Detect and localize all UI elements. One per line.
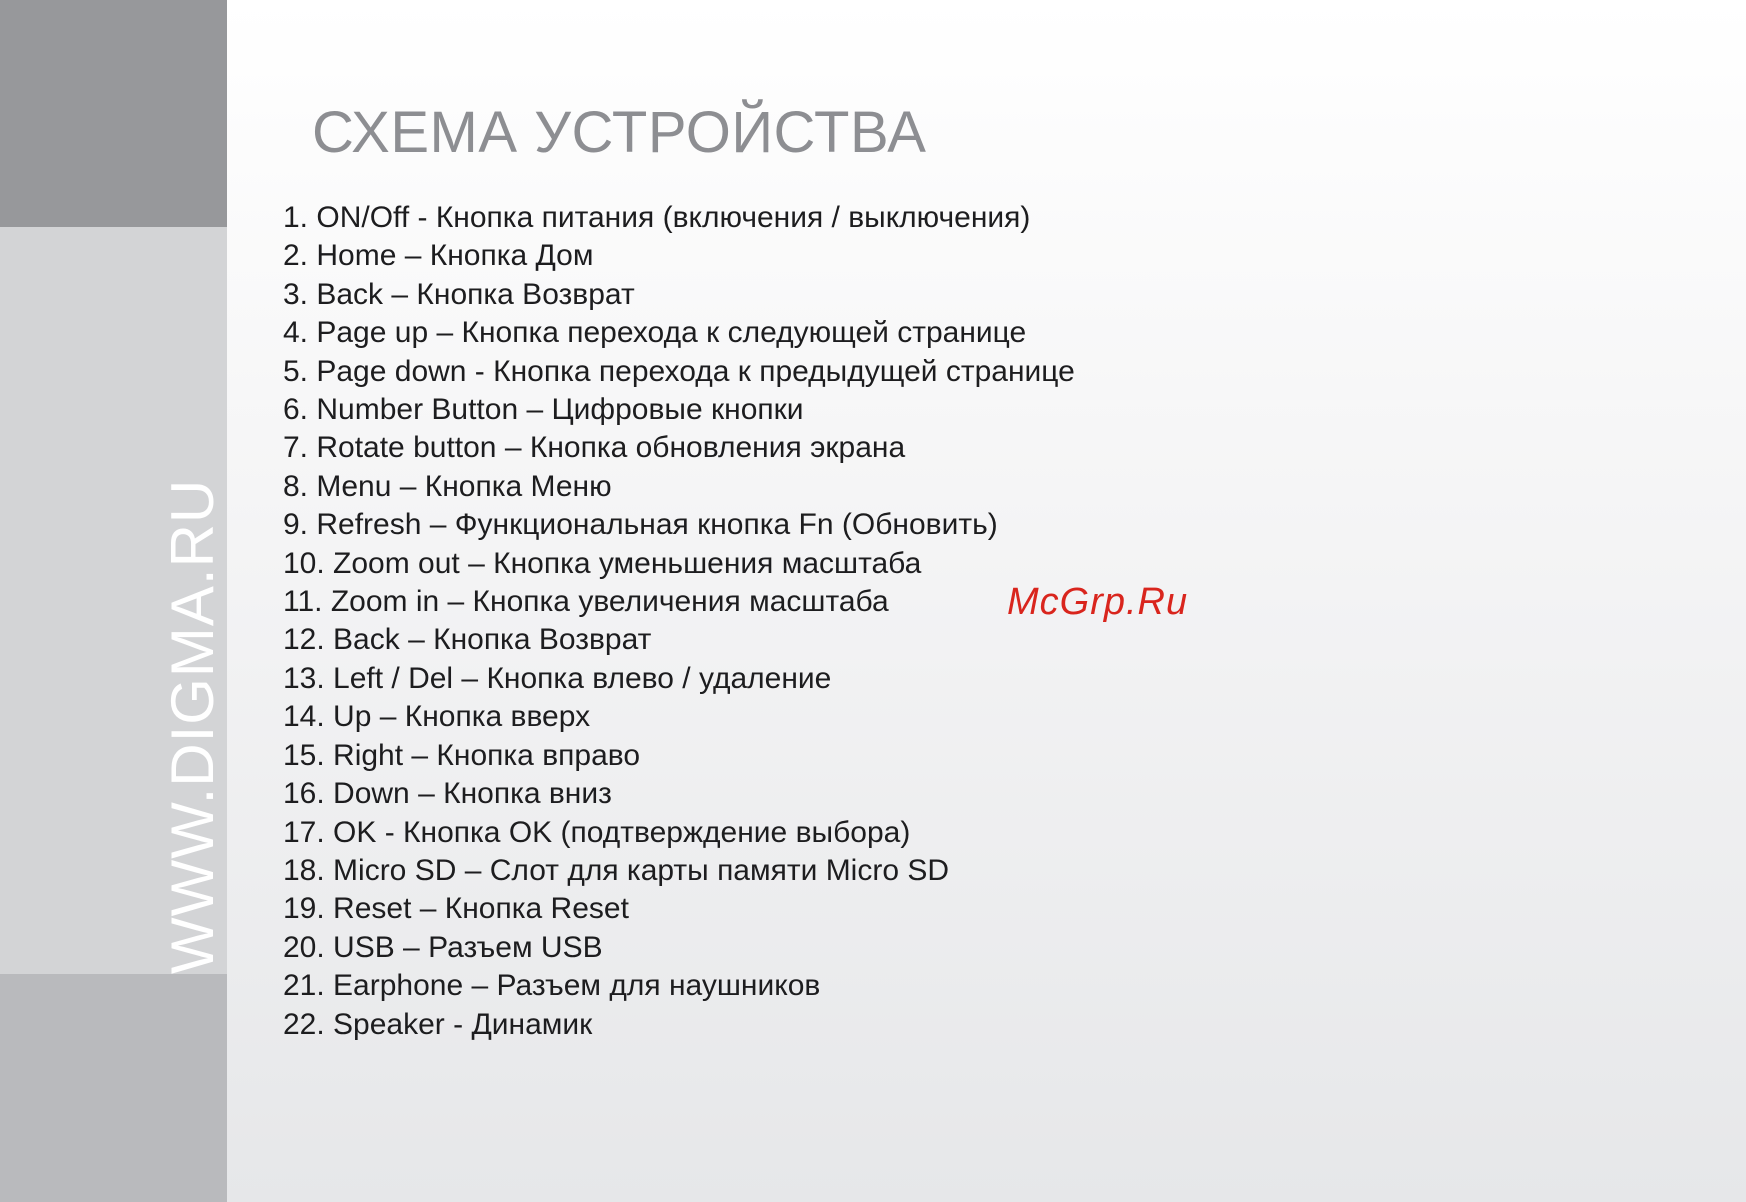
list-item: 2. Home – Кнопка Дом bbox=[283, 239, 594, 273]
watermark-text: McGrp.Ru bbox=[1007, 581, 1189, 623]
list-item: 21. Earphone – Разъем для наушников bbox=[283, 969, 821, 1003]
list-item: 16. Down – Кнопка вниз bbox=[283, 777, 612, 811]
sidebar-bottom-block bbox=[0, 974, 227, 1202]
list-item: 10. Zoom out – Кнопка уменьшения масштаба bbox=[283, 546, 922, 580]
list-item: 14. Up – Кнопка вверх bbox=[283, 700, 591, 734]
list-item: 7. Rotate button – Кнопка обновления экрана bbox=[283, 431, 906, 465]
sidebar bbox=[0, 0, 227, 1202]
list-item: 12. Back – Кнопка Возврат bbox=[283, 623, 652, 657]
list-item: 5. Page down - Кнопка перехода к предыдущей странице bbox=[283, 354, 1075, 388]
page-title: СХЕМА УСТРОЙСТВА bbox=[312, 100, 927, 165]
sidebar-website-url: WWW.DIGMA.RU bbox=[159, 478, 226, 974]
sidebar-top-block bbox=[0, 0, 227, 227]
list-item: 9. Refresh – Функциональная кнопка Fn (Обновить) bbox=[283, 508, 998, 542]
list-item: 1. ON/Off - Кнопка питания (включения / выключения) bbox=[283, 201, 1031, 234]
list-item: 22. Speaker - Динамик bbox=[283, 1007, 593, 1041]
page-content bbox=[227, 0, 1746, 1202]
list-item: 17. OK - Кнопка OK (подтверждение выбора) bbox=[283, 815, 911, 849]
list-item: 11. Zoom in – Кнопка увеличения масштаба bbox=[283, 585, 889, 619]
list-item: 6. Number Button – Цифровые кнопки bbox=[283, 393, 804, 427]
list-item: 13. Left / Del – Кнопка влево / удаление bbox=[283, 661, 832, 695]
device-parts-list bbox=[283, 199, 1075, 1044]
list-item: 20. USB – Разъем USB bbox=[283, 930, 603, 964]
list-item: 3. Back – Кнопка Возврат bbox=[283, 277, 635, 311]
list-item: 18. Micro SD – Слот для карты памяти Micro SD bbox=[283, 853, 950, 887]
list-item: 19. Reset – Кнопка Reset bbox=[283, 892, 629, 926]
list-item: 15. Right – Кнопка вправо bbox=[283, 738, 641, 772]
list-item: 4. Page up – Кнопка перехода к следующей странице bbox=[283, 316, 1027, 350]
list-item: 8. Menu – Кнопка Меню bbox=[283, 469, 612, 503]
